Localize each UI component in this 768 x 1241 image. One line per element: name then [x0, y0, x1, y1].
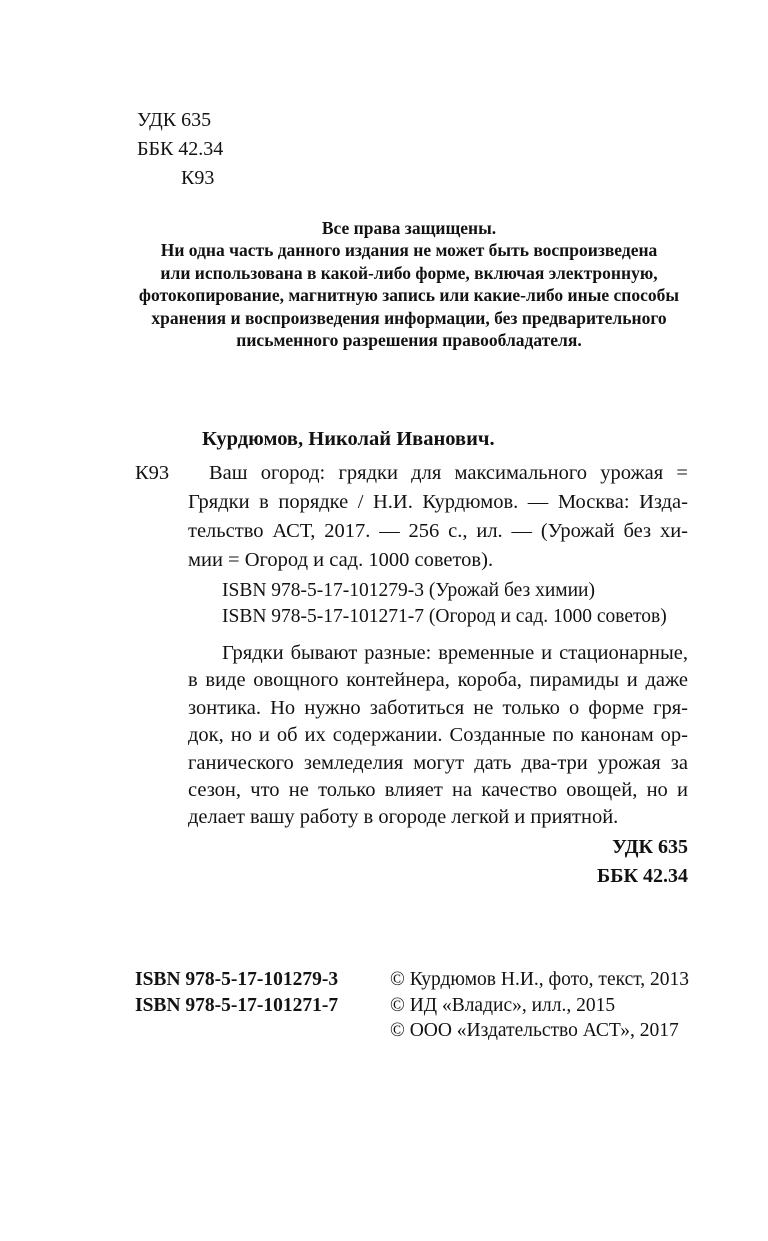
rights-notice [133, 217, 685, 351]
catalog-entry-line: мии = Огород и сад. 1000 советов). [188, 549, 494, 571]
copyright-line: © ООО «Издательство АСТ», 2017 [390, 1020, 679, 1041]
author-heading: Курдюмов, Николай Иванович. [202, 428, 495, 450]
rights-notice-line: фотокопирование, магнитную запись или какие-либо иные способы [138, 285, 680, 306]
isbn-line: ISBN 978-5-17-101279-3 [135, 969, 339, 990]
rights-notice-line: Все права защищены. [321, 218, 497, 238]
classification-footer [188, 833, 688, 890]
copyright-line: © ИД «Владис», илл., 2015 [390, 994, 616, 1016]
copyright-block [390, 967, 689, 1044]
annotation-line: делает вашу работу в огороде легкой и приятной. [188, 806, 619, 829]
udk-number: УДК 635 [137, 109, 212, 131]
rights-notice-line: или использована в какой-либо форме, включая электронную, [160, 262, 658, 283]
isbn-series-block [222, 578, 667, 630]
annotation-line: док, но и об их содержании. Созданные по канонам ор- [188, 724, 688, 747]
isbn-block [135, 967, 338, 1018]
annotation-line: в виде овощного контейнера, короба, пирамиды и даже [188, 669, 688, 692]
rights-notice-line: Ни одна часть данного издания не может быть воспроизведена [160, 240, 658, 261]
bbk-number-footer: ББК 42.34 [597, 864, 688, 887]
rights-notice-line: письменного разрешения правообладателя. [236, 330, 582, 351]
annotation [188, 640, 688, 832]
isbn-line: ISBN 978-5-17-101271-7 [135, 994, 339, 1016]
author-sign-code: К93 [181, 167, 215, 189]
copyright-line: © Курдюмов Н.И., фото, текст, 2013 [390, 969, 690, 990]
rights-notice-line: хранения и воспроизведения информации, без предварительного [151, 307, 667, 328]
annotation-line: зонтика. Но нужно заботиться не только о форме гря- [188, 696, 688, 719]
catalog-entry-line: Ваш огород: грядки для максимального урожая = [209, 462, 688, 484]
annotation-line: сезон, что не только влияет на качество овощей, но и [188, 779, 688, 802]
catalog-entry-code: К93 [135, 462, 170, 484]
catalog-entry-line: тельство АСТ, 2017. — 256 с., ил. — (Урожай без хи- [188, 520, 688, 542]
annotation-line: ганического земледелия могут дать два-три урожая за [188, 751, 688, 774]
isbn-series-line: ISBN 978-5-17-101271-7 (Огород и сад. 1000 советов) [222, 606, 667, 627]
catalog-entry [135, 459, 688, 575]
catalog-entry-line: Грядки в порядке / Н.И. Курдюмов. — Москва: Изда- [188, 491, 688, 513]
udk-number-footer: УДК 635 [612, 836, 688, 858]
bbk-number: ББК 42.34 [137, 138, 224, 160]
annotation-line: Грядки бывают разные: временные и стационарные, [222, 642, 688, 664]
classification-block [137, 106, 223, 193]
isbn-series-line: ISBN 978-5-17-101279-3 (Урожай без химии) [222, 580, 595, 601]
